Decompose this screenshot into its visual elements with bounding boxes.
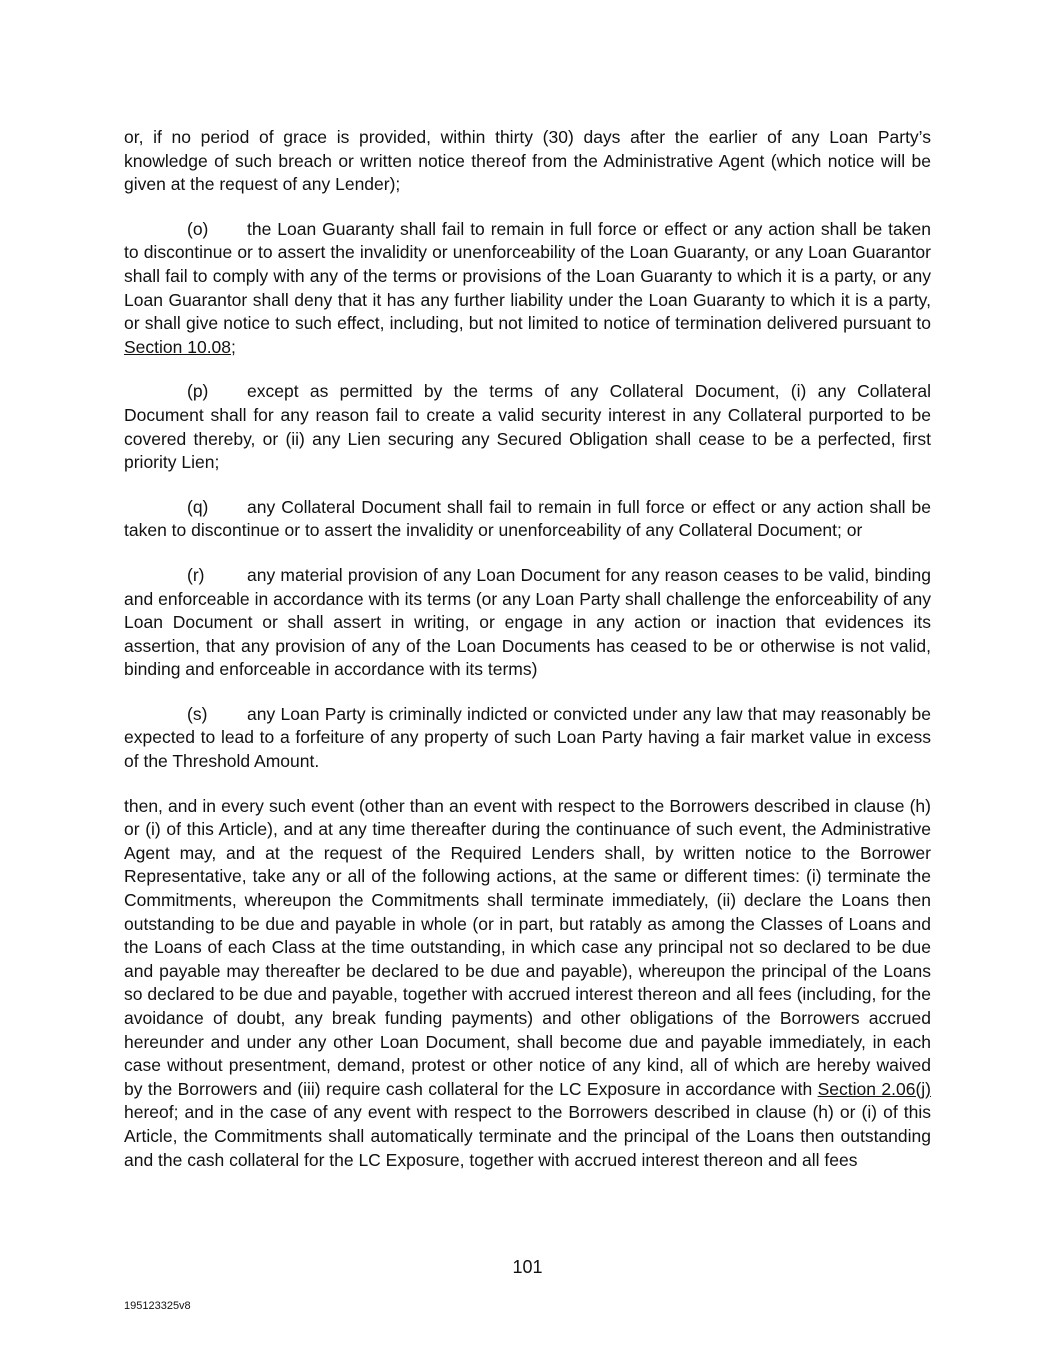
clause-text: any material provision of any Loan Document for any reason ceases to be valid, binding and enforceable in accordance with its terms (or any Loan Party shall challenge the enforceability of any Loan Document or shall assert in writing, or engage in any action or inaction that evidences its assertion, that any provision of any of the Loan Documents has ceased to be or otherwise is not valid, binding and enforceable in accordance with its terms) (124, 564, 931, 680)
clause-text: except as permitted by the terms of any Collateral Document, (i) any Collateral Document shall for any reason fail to create a valid security interest in any Collateral purported to be covered thereby, or (ii) any Lien securing any Secured Obligation shall cease to be a perfected, first priority Lien; (124, 381, 931, 473)
clause-label: (s) (187, 703, 208, 724)
clause-o (124, 218, 931, 360)
clause-text: any Collateral Document shall fail to remain in full force or effect or any action shall be taken to discontinue or to assert the invalidity or unenforceability of any Collateral Document; or (124, 496, 931, 541)
page-body (124, 126, 931, 1193)
clause-label: (q) (187, 496, 209, 517)
page-number: 101 (512, 1257, 543, 1277)
final-paragraph-text: then, and in every such event (other than an event with respect to the Borrowers described in clause (h) or (i) of this Article), and at any time thereafter during the continuance of such event, the Administrative Agent may, and at the request of the Required Lenders shall, by written notice to the Borrower Representative, take any or all of the following actions, at the same or different times: (i) terminate the Commitments, whereupon the Commitments shall terminate immediately, (ii) declare the Loans then outstanding to be due and payable in whole (or in part, but ratably as among the Classes of Loans and the Loans of each Class at the time outstanding, in which case any principal not so declared to be due and payable may thereafter be declared to be due and payable), whereupon the principal of the Loans so declared to be due and payable, together with accrued interest thereon and all fees (including, for the avoidance of doubt, any break funding payments) and other obligations of the Borrowers accrued hereunder and under any other Loan Document, shall become due and payable immediately, in each case without presentment, demand, protest or other notice of any kind, all of which are hereby waived by the Borrowers and (iii) require cash collateral for the LC Exposure in accordance with (124, 795, 931, 1099)
final-paragraph-text-end: hereof; and in the case of any event with respect to the Borrowers described in clause (h) or (i) of this Article, the Commitments shall automatically terminate and the principal of the Loans then outstanding and the cash collateral for the LC Exposure, together with accrued interest thereon and all fees (124, 1102, 931, 1170)
section-reference-link[interactable]: Section 2.06(j) (817, 1078, 931, 1099)
clause-s (124, 703, 931, 774)
clause-r (124, 564, 931, 682)
document-id: 195123325v8 (124, 1300, 191, 1312)
clause-label: (r) (187, 564, 205, 585)
section-reference-link[interactable]: Section 10.08 (124, 336, 232, 357)
clause-text: the Loan Guaranty shall fail to remain in full force or effect or any action shall be taken to discontinue or to assert the invalidity or unenforceability of the Loan Guaranty, or any Loan Guarantor shall fail to comply with any of the terms or provisions of the Loan Guaranty to which it is a party, or any Loan Guarantor shall deny that it has any further liability under the Loan Guaranty to which it is a party, or shall give notice to such effect, including, but not limited to notice of termination delivered pursuant to (124, 218, 931, 334)
clause-text-end: ; (231, 336, 236, 357)
clause-label: (p) (187, 381, 209, 402)
intro-paragraph: or, if no period of grace is provided, within thirty (30) days after the earlier of any Loan Party’s knowledge of such breach or written notice thereof from the Administrative Agent (which notice will be given at the request of any Lender); (124, 127, 931, 195)
clause-label: (o) (187, 218, 209, 239)
clause-text: any Loan Party is criminally indicted or convicted under any law that may reasonably be expected to lead to a forfeiture of any property of such Loan Party having a fair market value in excess of the Threshold Amount. (124, 703, 931, 772)
clause-q (124, 496, 931, 543)
clause-p (124, 380, 931, 474)
final-paragraph (124, 795, 931, 1173)
